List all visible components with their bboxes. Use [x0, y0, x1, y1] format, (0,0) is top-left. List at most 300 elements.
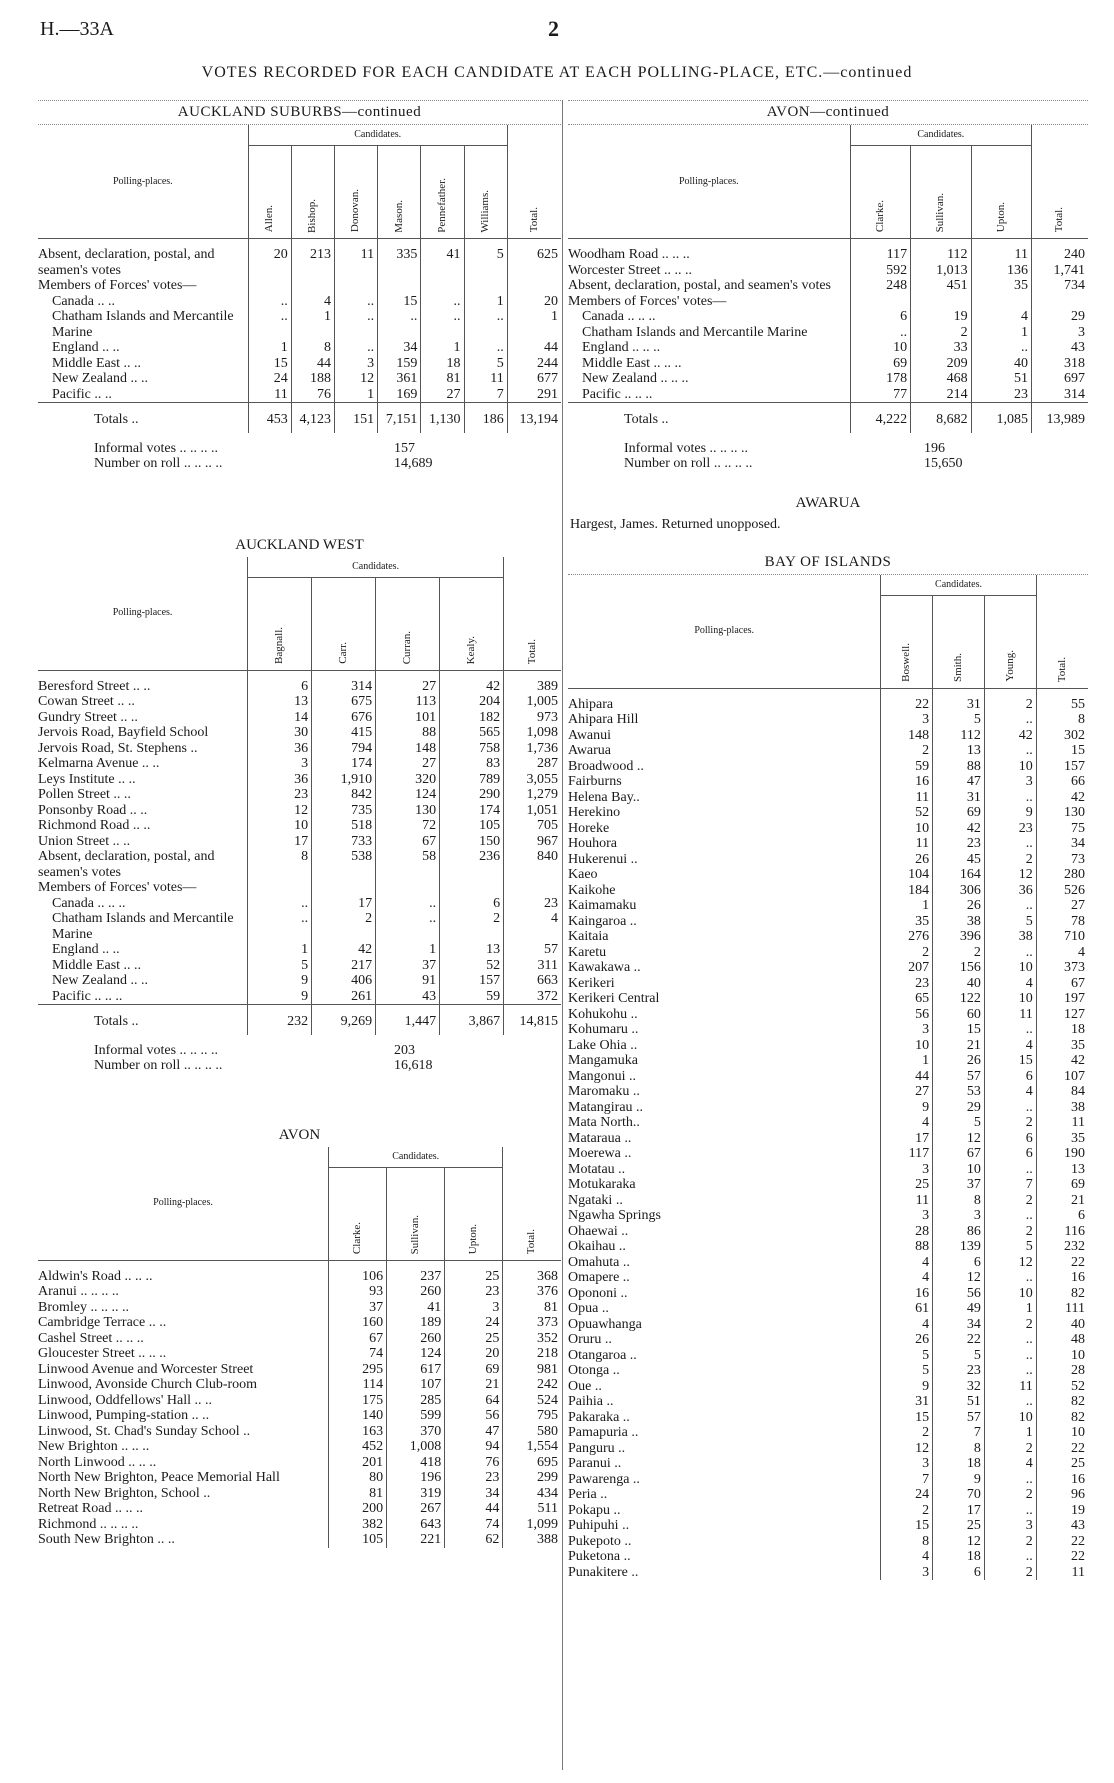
- table-row: [568, 1410, 1088, 1426]
- vote-count: 51: [971, 371, 1031, 387]
- table-row: [38, 1300, 561, 1316]
- polling-place-name: Chatham Islands and Mercantile Marine: [52, 911, 234, 942]
- row-total: 981: [503, 1362, 561, 1378]
- vote-count: 9: [881, 1379, 933, 1395]
- vote-count: [850, 294, 910, 310]
- polling-place-name: New Zealand .. ..: [52, 973, 149, 988]
- vote-count: 16: [881, 774, 933, 790]
- polling-place-name: Jervois Road, St. Stephens ..: [38, 740, 198, 756]
- vote-count: 196: [387, 1470, 445, 1486]
- vote-count: 204: [440, 694, 504, 710]
- vote-count: 80: [329, 1470, 387, 1486]
- vote-count: 1: [334, 387, 377, 403]
- table-row: [38, 1455, 561, 1471]
- row-total: 16: [1036, 1270, 1088, 1286]
- vote-count: ..: [984, 790, 1036, 806]
- vote-count: 17: [312, 896, 376, 912]
- vote-count: 15: [881, 1410, 933, 1426]
- row-total: 22: [1036, 1549, 1088, 1565]
- vote-count: [421, 278, 464, 294]
- table-row: [38, 756, 561, 772]
- vote-count: 113: [376, 694, 440, 710]
- candidate-name: Bagnall.: [272, 627, 285, 664]
- vote-count: 41: [387, 1300, 445, 1316]
- polling-place-name: Ngawha Springs: [568, 1208, 661, 1223]
- row-total: 48: [1036, 1332, 1088, 1348]
- vote-count: 236: [440, 849, 504, 880]
- candidates-header: Candidates.: [881, 575, 1036, 596]
- vote-count: 789: [440, 772, 504, 788]
- informal-votes-row: [94, 1043, 561, 1059]
- vote-count: 565: [440, 725, 504, 741]
- vote-count: 9: [933, 1472, 985, 1488]
- polling-place-name: Pokapu ..: [568, 1502, 621, 1518]
- vote-count: 178: [850, 371, 910, 387]
- polling-place-name: Opuawhanga: [568, 1316, 642, 1332]
- vote-count: 6: [933, 1255, 985, 1271]
- table-row: [568, 1379, 1088, 1395]
- vote-count: 104: [881, 867, 933, 883]
- vote-count: 4: [971, 309, 1031, 325]
- vote-count: 112: [933, 728, 985, 744]
- candidate-name: Boswell.: [899, 643, 912, 682]
- polling-place-name: Oruru ..: [568, 1332, 612, 1347]
- vote-count: 23: [933, 1363, 985, 1379]
- vote-count: 37: [376, 958, 440, 974]
- section-avon-continued: [568, 100, 1088, 472]
- vote-count: 164: [933, 867, 985, 883]
- polling-place-name: Absent, declaration, postal, and seamen's votes: [38, 247, 215, 278]
- section-title: AVON: [278, 1126, 321, 1143]
- polling-place-name: Mata North..: [568, 1115, 640, 1130]
- vote-count: 42: [933, 821, 985, 837]
- vote-count: 5: [881, 1348, 933, 1364]
- polling-place-name: Mataraua ..: [568, 1130, 632, 1146]
- polling-place-name: South New Brighton .. ..: [38, 1532, 175, 1547]
- vote-count: 209: [911, 356, 971, 372]
- row-total: 376: [503, 1284, 561, 1300]
- table-row: [568, 790, 1088, 806]
- vote-count: 76: [445, 1455, 503, 1471]
- vote-count: 25: [445, 1260, 503, 1284]
- polling-place-name: Awanui: [568, 727, 612, 743]
- vote-count: 382: [329, 1517, 387, 1533]
- vote-count: 1: [881, 898, 933, 914]
- polling-place-name: Pakaraka ..: [568, 1409, 630, 1425]
- row-total: 22: [1036, 1534, 1088, 1550]
- polling-place-name: Middle East .. ..: [52, 355, 142, 371]
- table-row: [568, 1022, 1088, 1038]
- table-row: [568, 1286, 1088, 1302]
- vote-count: 7: [984, 1177, 1036, 1193]
- vote-count: 1: [464, 294, 507, 310]
- vote-count: 24: [881, 1487, 933, 1503]
- table-row: [568, 712, 1088, 728]
- row-total: 1,098: [504, 725, 561, 741]
- row-total: 42: [1036, 790, 1088, 806]
- vote-count: 70: [933, 1487, 985, 1503]
- vote-count: 13: [440, 942, 504, 958]
- vote-count: 41: [421, 239, 464, 279]
- vote-count: 10: [984, 1410, 1036, 1426]
- vote-count: 27: [881, 1084, 933, 1100]
- row-total: 677: [507, 371, 561, 387]
- vote-count: 91: [376, 973, 440, 989]
- vote-count: 17: [881, 1131, 933, 1147]
- candidate-header: [911, 146, 971, 239]
- table-row: [568, 1115, 1088, 1131]
- table-row: [38, 371, 561, 387]
- table-row: [38, 787, 561, 803]
- table-row: [568, 914, 1088, 930]
- table-row: [38, 803, 561, 819]
- candidate-header: [881, 595, 933, 688]
- table-row: [568, 1146, 1088, 1162]
- table-row: [568, 898, 1088, 914]
- row-total: 67: [1036, 976, 1088, 992]
- candidate-name: Sullivan.: [934, 193, 947, 233]
- vote-count: 74: [445, 1517, 503, 1533]
- table-row: [38, 278, 561, 294]
- vote-count: ..: [464, 340, 507, 356]
- vote-count: 9: [984, 805, 1036, 821]
- vote-count: 23: [984, 821, 1036, 837]
- vote-count: 201: [329, 1455, 387, 1471]
- vote-count: 4: [881, 1115, 933, 1131]
- polling-place-name: Oue ..: [568, 1378, 602, 1394]
- vote-count: 175: [329, 1393, 387, 1409]
- vote-count: 157: [440, 973, 504, 989]
- polling-place-name: Paranui ..: [568, 1456, 622, 1471]
- vote-count: 5: [984, 914, 1036, 930]
- polling-place-name: Lake Ohia ..: [568, 1037, 638, 1053]
- vote-count: 67: [933, 1146, 985, 1162]
- vote-count: 47: [445, 1424, 503, 1440]
- table-row: [38, 1260, 561, 1284]
- row-total: 314: [1032, 387, 1088, 403]
- row-total: 388: [503, 1532, 561, 1548]
- polling-place-name: Otonga ..: [568, 1363, 620, 1378]
- vote-count: 12: [984, 867, 1036, 883]
- polling-places-header: Polling-places.: [38, 125, 248, 239]
- polling-place-name: Woodham Road .. .. ..: [568, 247, 690, 262]
- row-total: 352: [503, 1331, 561, 1347]
- row-total: 318: [1032, 356, 1088, 372]
- table-row: [38, 849, 561, 880]
- vote-count: ..: [984, 1348, 1036, 1364]
- vote-count: 3: [984, 1518, 1036, 1534]
- vote-count: 676: [312, 710, 376, 726]
- vote-count: 4: [881, 1549, 933, 1565]
- vote-count: 9: [248, 973, 312, 989]
- vote-count: 1: [248, 942, 312, 958]
- candidate-header: [933, 595, 985, 688]
- vote-count: 11: [881, 790, 933, 806]
- section-awarua: [568, 492, 1088, 541]
- vote-count: 18: [933, 1549, 985, 1565]
- row-total: 16: [1036, 1472, 1088, 1488]
- polling-place-name: Pollen Street .. ..: [38, 787, 131, 802]
- vote-count: 1: [376, 942, 440, 958]
- vote-count: ..: [971, 340, 1031, 356]
- vote-count: ..: [984, 1503, 1036, 1519]
- vote-count: 2: [984, 1193, 1036, 1209]
- row-total: 526: [1036, 883, 1088, 899]
- polling-place-name: North New Brighton, School ..: [38, 1485, 211, 1501]
- row-total: 663: [504, 973, 561, 989]
- table-row: [568, 688, 1088, 712]
- row-total: 19: [1036, 1503, 1088, 1519]
- vote-count: ..: [248, 294, 291, 310]
- candidates-header: Candidates.: [248, 557, 504, 578]
- vote-count: 4: [984, 1456, 1036, 1472]
- candidate-name: Kealy.: [464, 635, 477, 664]
- polling-place-name: Mangamuka: [568, 1053, 638, 1068]
- informal-votes-label: Informal votes .. .. .. ..: [94, 440, 219, 456]
- total-header: [1032, 125, 1088, 239]
- candidate-name: Sullivan.: [408, 1214, 421, 1254]
- vote-count: 74: [329, 1346, 387, 1362]
- vote-count: 114: [329, 1377, 387, 1393]
- vote-count: ..: [984, 1100, 1036, 1116]
- row-total: 130: [1036, 805, 1088, 821]
- row-total: 232: [1036, 1239, 1088, 1255]
- table-row: [38, 309, 561, 340]
- results-table-auckland-suburbs: [38, 125, 561, 472]
- row-total: 82: [1036, 1410, 1088, 1426]
- vote-count: 86: [933, 1224, 985, 1240]
- table-row: [568, 1084, 1088, 1100]
- row-total: 23: [504, 896, 561, 912]
- row-total: 81: [503, 1300, 561, 1316]
- vote-count: 306: [933, 883, 985, 899]
- row-total: 524: [503, 1393, 561, 1409]
- vote-count: 1,008: [387, 1439, 445, 1455]
- polling-place-name: Pamapuria ..: [568, 1425, 639, 1440]
- table-row: [38, 1486, 561, 1502]
- section-title: AUCKLAND SUBURBS—continued: [38, 100, 561, 125]
- polling-place-name: Opononi ..: [568, 1285, 628, 1301]
- row-total: 22: [1036, 1441, 1088, 1457]
- table-row: [38, 896, 561, 912]
- vote-count: 6: [850, 309, 910, 325]
- vote-count: 1,910: [312, 772, 376, 788]
- vote-count: 2: [881, 1503, 933, 1519]
- row-total: 695: [503, 1455, 561, 1471]
- vote-count: ..: [248, 309, 291, 340]
- vote-count: 8: [248, 849, 312, 880]
- row-total: 28: [1036, 1363, 1088, 1379]
- vote-count: 10: [984, 991, 1036, 1007]
- vote-count: 42: [440, 670, 504, 694]
- polling-place-name: New Brighton .. .. ..: [38, 1439, 150, 1454]
- vote-count: 335: [378, 239, 421, 279]
- vote-count: 37: [933, 1177, 985, 1193]
- table-row: [568, 759, 1088, 775]
- vote-count: 5: [984, 1239, 1036, 1255]
- vote-count: [464, 278, 507, 294]
- vote-count: 33: [911, 340, 971, 356]
- vote-count: 4: [291, 294, 334, 310]
- row-total: 44: [507, 340, 561, 356]
- row-total: 6: [1036, 1208, 1088, 1224]
- table-row: [568, 960, 1088, 976]
- row-total: 20: [507, 294, 561, 310]
- vote-count: 12: [881, 1441, 933, 1457]
- polling-place-name: Cambridge Terrace .. ..: [38, 1315, 167, 1330]
- table-row: [568, 371, 1088, 387]
- polling-place-name: Otangaroa ..: [568, 1347, 637, 1363]
- informal-votes-row: [94, 441, 561, 457]
- vote-count: 4: [984, 1038, 1036, 1054]
- polling-place-name: Ngataki ..: [568, 1192, 623, 1208]
- number-on-roll-value: 16,618: [394, 1058, 433, 1073]
- candidate-total: 7,151: [378, 403, 421, 433]
- polling-place-name: Paihia ..: [568, 1394, 614, 1409]
- vote-count: 17: [248, 834, 312, 850]
- row-total: 29: [1032, 309, 1088, 325]
- polling-place-name: Cashel Street .. .. ..: [38, 1330, 144, 1346]
- row-total: 373: [1036, 960, 1088, 976]
- row-total: 15: [1036, 743, 1088, 759]
- vote-count: 2: [984, 1565, 1036, 1581]
- table-row: [568, 278, 1088, 294]
- table-row: [38, 1408, 561, 1424]
- vote-count: 26: [933, 1053, 985, 1069]
- table-row: [568, 1363, 1088, 1379]
- polling-place-name: Matangirau ..: [568, 1099, 644, 1115]
- polling-place-name: North New Brighton, Peace Memorial Hall: [38, 1470, 280, 1485]
- vote-count: 30: [248, 725, 312, 741]
- vote-count: 182: [440, 710, 504, 726]
- row-total: 4: [504, 911, 561, 942]
- vote-count: 31: [933, 688, 985, 712]
- table-row: [38, 958, 561, 974]
- table-row: [568, 852, 1088, 868]
- vote-count: 12: [933, 1131, 985, 1147]
- document-code: H.—33A: [40, 18, 114, 40]
- page-number: 2: [548, 16, 559, 41]
- polling-place-name: Broadwood ..: [568, 758, 644, 774]
- vote-count: 1: [971, 325, 1031, 341]
- candidate-total: 186: [464, 403, 507, 433]
- candidate-name: Smith.: [951, 652, 964, 682]
- vote-count: 45: [933, 852, 985, 868]
- table-row: [568, 1162, 1088, 1178]
- polling-place-name: Linwood, Avonside Church Club-room: [38, 1377, 258, 1392]
- vote-count: 11: [881, 1193, 933, 1209]
- table-row: [568, 1425, 1088, 1441]
- vote-count: 3: [984, 774, 1036, 790]
- vote-count: ..: [464, 309, 507, 340]
- polling-place-name: Leys Institute .. ..: [38, 771, 136, 787]
- vote-count: 18: [421, 356, 464, 372]
- row-total: 218: [503, 1346, 561, 1362]
- vote-count: 184: [881, 883, 933, 899]
- candidate-name: Clarke.: [873, 200, 886, 233]
- vote-count: 26: [881, 1332, 933, 1348]
- vote-count: ..: [378, 309, 421, 340]
- table-row: [568, 1503, 1088, 1519]
- vote-count: 148: [376, 741, 440, 757]
- vote-count: 88: [376, 725, 440, 741]
- vote-count: 221: [387, 1532, 445, 1548]
- vote-count: 72: [376, 818, 440, 834]
- polling-place-name: Panguru ..: [568, 1440, 626, 1456]
- total-label: Total.: [525, 1228, 538, 1254]
- total-label: Total.: [525, 638, 538, 664]
- vote-count: 11: [881, 836, 933, 852]
- polling-place-name: Linwood Avenue and Worcester Street: [38, 1361, 254, 1377]
- polling-place-name: Omapere ..: [568, 1270, 630, 1285]
- row-total: 10: [1036, 1348, 1088, 1364]
- vote-count: 4: [984, 1084, 1036, 1100]
- vote-count: 11: [984, 1379, 1036, 1395]
- vote-count: ..: [984, 712, 1036, 728]
- polling-place-name: Kerikeri Central: [568, 991, 660, 1006]
- vote-count: 37: [329, 1300, 387, 1316]
- table-row: [38, 1393, 561, 1409]
- table-row: [38, 387, 561, 403]
- vote-count: 267: [387, 1501, 445, 1517]
- row-total: 372: [504, 989, 561, 1005]
- polling-place-name: Members of Forces' votes—: [568, 293, 727, 309]
- table-row: [568, 1270, 1088, 1286]
- vote-count: ..: [334, 309, 377, 340]
- table-row: [568, 1472, 1088, 1488]
- row-total: 82: [1036, 1394, 1088, 1410]
- vote-count: 12: [334, 371, 377, 387]
- vote-count: 159: [378, 356, 421, 372]
- vote-count: 31: [881, 1394, 933, 1410]
- vote-count: 2: [933, 945, 985, 961]
- vote-count: 77: [850, 387, 910, 403]
- vote-count: 599: [387, 1408, 445, 1424]
- vote-count: 21: [933, 1038, 985, 1054]
- vote-count: 10: [984, 1286, 1036, 1302]
- section-auckland-suburbs: [38, 100, 561, 472]
- vote-count: 174: [312, 756, 376, 772]
- vote-count: ..: [984, 1162, 1036, 1178]
- vote-count: 27: [376, 670, 440, 694]
- row-total: 8: [1036, 712, 1088, 728]
- votes-table: [38, 557, 561, 1035]
- candidate-name: Upton.: [467, 1223, 480, 1254]
- vote-count: 592: [850, 263, 910, 279]
- row-total: 697: [1032, 371, 1088, 387]
- votes-table: [38, 1147, 561, 1548]
- vote-count: 12: [933, 1534, 985, 1550]
- candidate-header: [378, 146, 421, 239]
- vote-count: 34: [933, 1317, 985, 1333]
- candidate-header: [312, 577, 376, 670]
- vote-count: 67: [376, 834, 440, 850]
- vote-count: 56: [881, 1007, 933, 1023]
- vote-count: 124: [376, 787, 440, 803]
- candidate-total: 1,447: [376, 1005, 440, 1035]
- vote-count: 3: [881, 1208, 933, 1224]
- vote-count: 11: [984, 1007, 1036, 1023]
- total-label: Total.: [527, 207, 540, 233]
- table-row: [568, 1456, 1088, 1472]
- polling-place-name: England .. ..: [52, 942, 120, 957]
- table-row: [568, 743, 1088, 759]
- candidate-header: [464, 146, 507, 239]
- section-title: AWARUA: [795, 494, 861, 511]
- vote-count: 83: [440, 756, 504, 772]
- vote-count: 27: [421, 387, 464, 403]
- vote-count: 40: [971, 356, 1031, 372]
